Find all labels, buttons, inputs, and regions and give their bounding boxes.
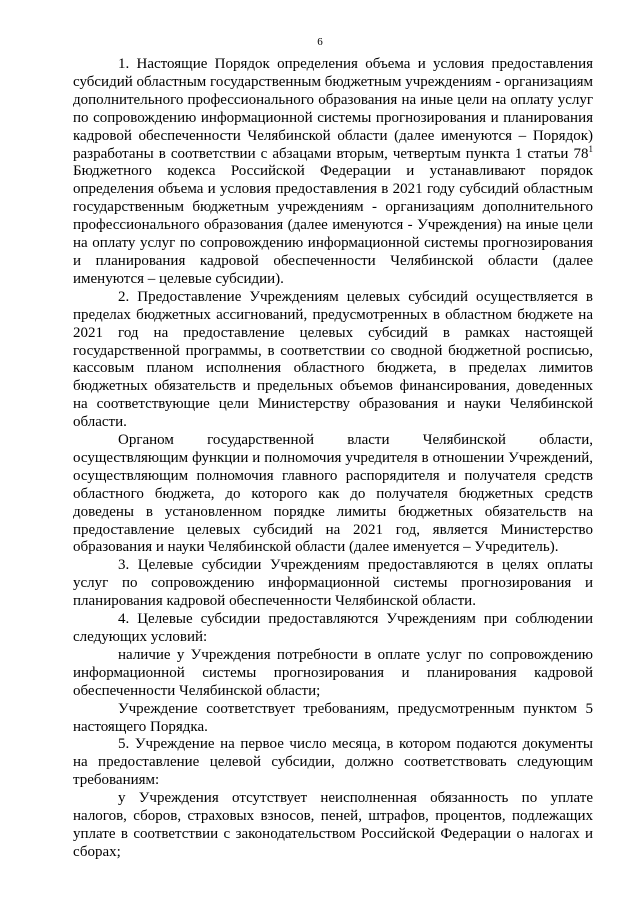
document-body <box>73 56 593 862</box>
article-superscript: 1 <box>588 143 593 154</box>
paragraph-1 <box>73 56 593 289</box>
paragraph-2: 2. Предоставление Учреждениям целевых субсидий осуществляется в пределах бюджетных ассигнований, предусмотренных в областном бюджете на 2021 год на предоставление целевых субсидий в рамках настоящей государственной программы, в соответствии со сводной бюджетной росписью, кассовым планом исполнения областного бюджета, в пределах лимитов бюджетных обязательств и предельных объемов финансирования, доведенных на соответствующие цели Министерству образования и науки Челябинской области. <box>73 288 593 431</box>
paragraph-3: 3. Целевые субсидии Учреждениям предоставляются в целях оплаты услуг по сопровождению информационной системы прогнозирования и планирования кадровой обеспеченности Челябинской области. <box>73 557 593 610</box>
page-number: 6 <box>317 36 323 48</box>
requirement-no-tax-debt: у Учреждения отсутствует неисполненная обязанность по уплате налогов, сборов, страховых взносов, пеней, штрафов, процентов, подлежащих уплате в соответствии с законодательством Российской Федерации о налогах и сборах; <box>73 790 593 860</box>
paragraph-founder: Органом государственной власти Челябинской области, осуществляющим функции и полномочия учредителя в отношении Учреждений, осуществляющим полномочия главного распорядителя и получателя средств областного бюджета, до которого как до получателя бюджетных средств доведены в установленном порядке лимиты бюджетных обязательств на предоставление целевых субсидий на 2021 год, является Министерство образования и науки Челябинской области (далее именуется – Учредитель). <box>73 432 593 556</box>
paragraph-5: 5. Учреждение на первое число месяца, в котором подаются документы на предоставление целевой субсидии, должно соответствовать следующим требованиям: <box>73 736 593 789</box>
condition-requirements: Учреждение соответствует требованиям, предусмотренным пунктом 5 настоящего Порядка. <box>73 700 593 735</box>
paragraph-4: 4. Целевые субсидии предоставляются Учреждениям при соблюдении следующих условий: <box>73 611 593 645</box>
condition-need: наличие у Учреждения потребности в оплате услуг по сопровождению информационной системы прогнозирования и планирования кадровой обеспеченности Челябинской области; <box>73 646 593 699</box>
paragraph-1-text-end: Бюджетного кодекса Российской Федерации и устанавливают порядок определения объема и условия предоставления в 2021 году субсидий областным государственным бюджетным учреждениям - организациям дополнительного профессионального образования (далее именуются - Учреждения) на иные цели на оплату услуг по сопровождению информационной системы прогнозирования и планирования кадровой обеспеченности Челябинской области (далее именуются – целевые субсидии). <box>73 163 593 287</box>
paragraph-1-text-start: 1. Настоящие Порядок определения объема и условия предоставления субсидий областным государственным бюджетным учреждениям - организациям дополнительного профессионального образования на иные цели на оплату услуг по сопровождению информационной системы прогнозирования и планирования кадровой обеспеченности Челябинской области (далее именуются – Порядок) разработаны в соответствии с абзацами вторым, четвертым пункта 1 статьи 78 <box>73 56 593 162</box>
